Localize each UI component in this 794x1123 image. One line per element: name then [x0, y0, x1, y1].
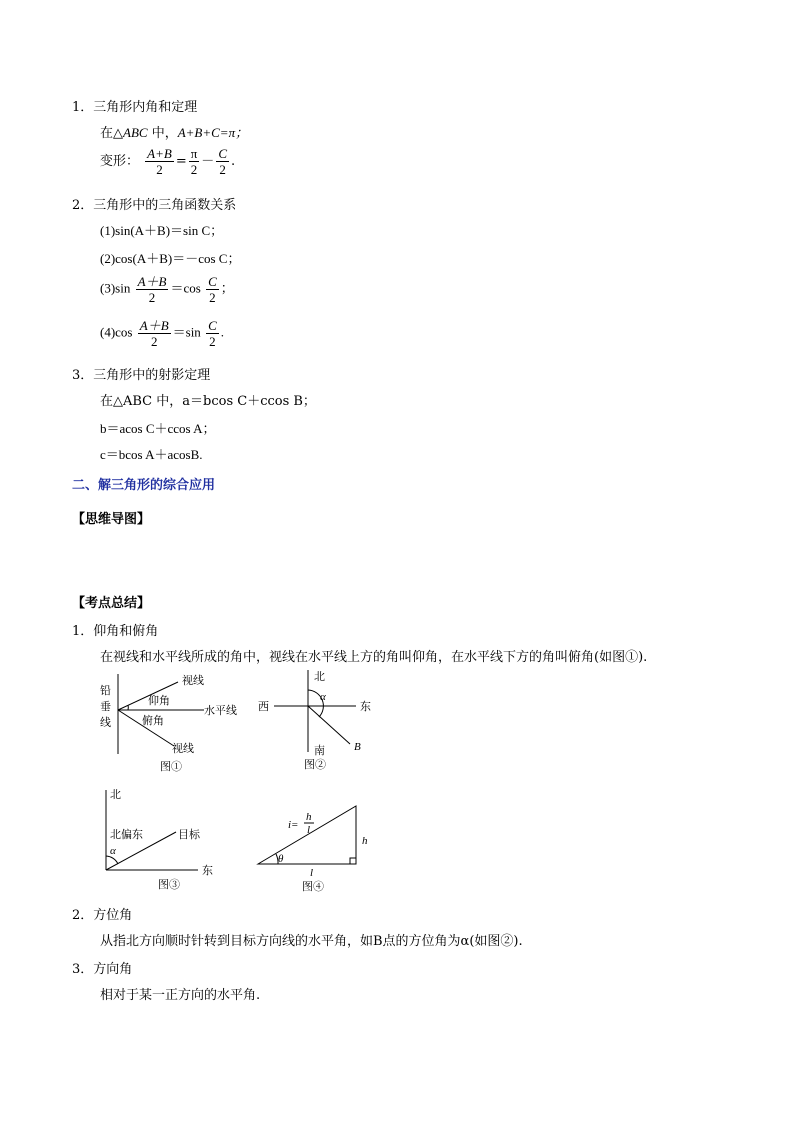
section2-item4: (4)cos $\frac{A+B}{2}$ ＝sin $\frac{C}{2}$ . [100, 318, 224, 349]
point1-text: 在视线和水平线所成的角中，视线在水平线上方的角叫仰角，在水平线下方的角叫俯角(如图①). [100, 650, 648, 665]
fig4-l: l [310, 867, 314, 879]
figure-2 [256, 668, 380, 780]
fig3-dir: 北偏东 [110, 828, 143, 841]
point3-text: 相对于某一正方向的水平角. [100, 988, 261, 1003]
fig2-alpha: α [320, 691, 326, 703]
heading-2: 二、解三角形的综合应用 [72, 478, 216, 493]
summary-label: 【考点总结】 [72, 596, 151, 611]
fig2-caption: 图② [304, 758, 326, 771]
fig2-south: 南 [314, 744, 325, 757]
fig3-target: 目标 [178, 828, 200, 841]
fig1-vert-3: 线 [100, 716, 111, 729]
fig2-east: 东 [360, 700, 371, 713]
fig2-b: B [354, 741, 361, 753]
section1-line2: 变形： $\frac{A+B}{2}$ = $\frac{\pi}{2}$ － $\frac{C}{2}$ . [100, 146, 236, 177]
section1-title: 1．三角形内角和定理 [72, 100, 198, 115]
fig4-i: i= [288, 819, 299, 831]
section2-item3: (3)sin $\frac{A+B}{2}$ ＝cos $\frac{C}{2}$ ； [100, 274, 234, 305]
fig4-caption: 图④ [302, 880, 324, 893]
point3-title: 3．方向角 [72, 962, 133, 977]
fig3-east: 东 [202, 864, 213, 877]
fig3-north: 北 [110, 788, 121, 801]
section3-title: 3．三角形中的射影定理 [72, 368, 211, 383]
point2-text: 从指北方向顺时针转到目标方向线的水平角，如B点的方位角为α(如图②). [100, 934, 523, 949]
fig3-alpha: α [110, 845, 116, 857]
fig1-caption: 图① [160, 760, 182, 773]
section2-item2: (2)cos(A＋B)＝－cos C； [100, 251, 241, 266]
fig4-theta: θ [278, 853, 284, 865]
fig2-west: 西 [258, 700, 269, 713]
fig1-vert-1: 铅 [100, 684, 111, 697]
figure-1 [96, 670, 246, 780]
point1-title: 1．仰角和俯角 [72, 624, 159, 639]
section3-line3: c＝bcos A＋acosB. [100, 447, 203, 462]
fig1-vert-2: 垂 [100, 700, 111, 713]
fig1-elev: 仰角 [148, 694, 170, 707]
fig4-l-den: l [307, 824, 311, 836]
fig3-caption: 图③ [158, 878, 180, 890]
mindmap-label: 【思维导图】 [72, 512, 151, 527]
fig1-sight-down: 视线 [172, 742, 194, 755]
fig4-h-num: h [306, 811, 312, 823]
section1-line1: 在△ABC 中，A+B+C=π； [100, 125, 249, 141]
section3-line1: 在△ABC 中，a＝bcos C＋ccos B； [100, 394, 316, 409]
section3-line2: b＝acos C＋ccos A； [100, 421, 216, 436]
fig1-depr: 俯角 [142, 714, 164, 727]
figure-3 [96, 786, 226, 890]
section2-title: 2．三角形中的三角函数关系 [72, 198, 237, 213]
fig1-sight-up: 视线 [182, 674, 204, 687]
point2-title: 2．方位角 [72, 908, 133, 923]
figure-4 [254, 800, 378, 896]
fig4-h: h [362, 835, 368, 847]
fig1-horizontal: 水平线 [204, 704, 237, 717]
section2-item1: (1)sin(A＋B)＝sin C； [100, 223, 224, 238]
fig2-north: 北 [314, 670, 325, 683]
